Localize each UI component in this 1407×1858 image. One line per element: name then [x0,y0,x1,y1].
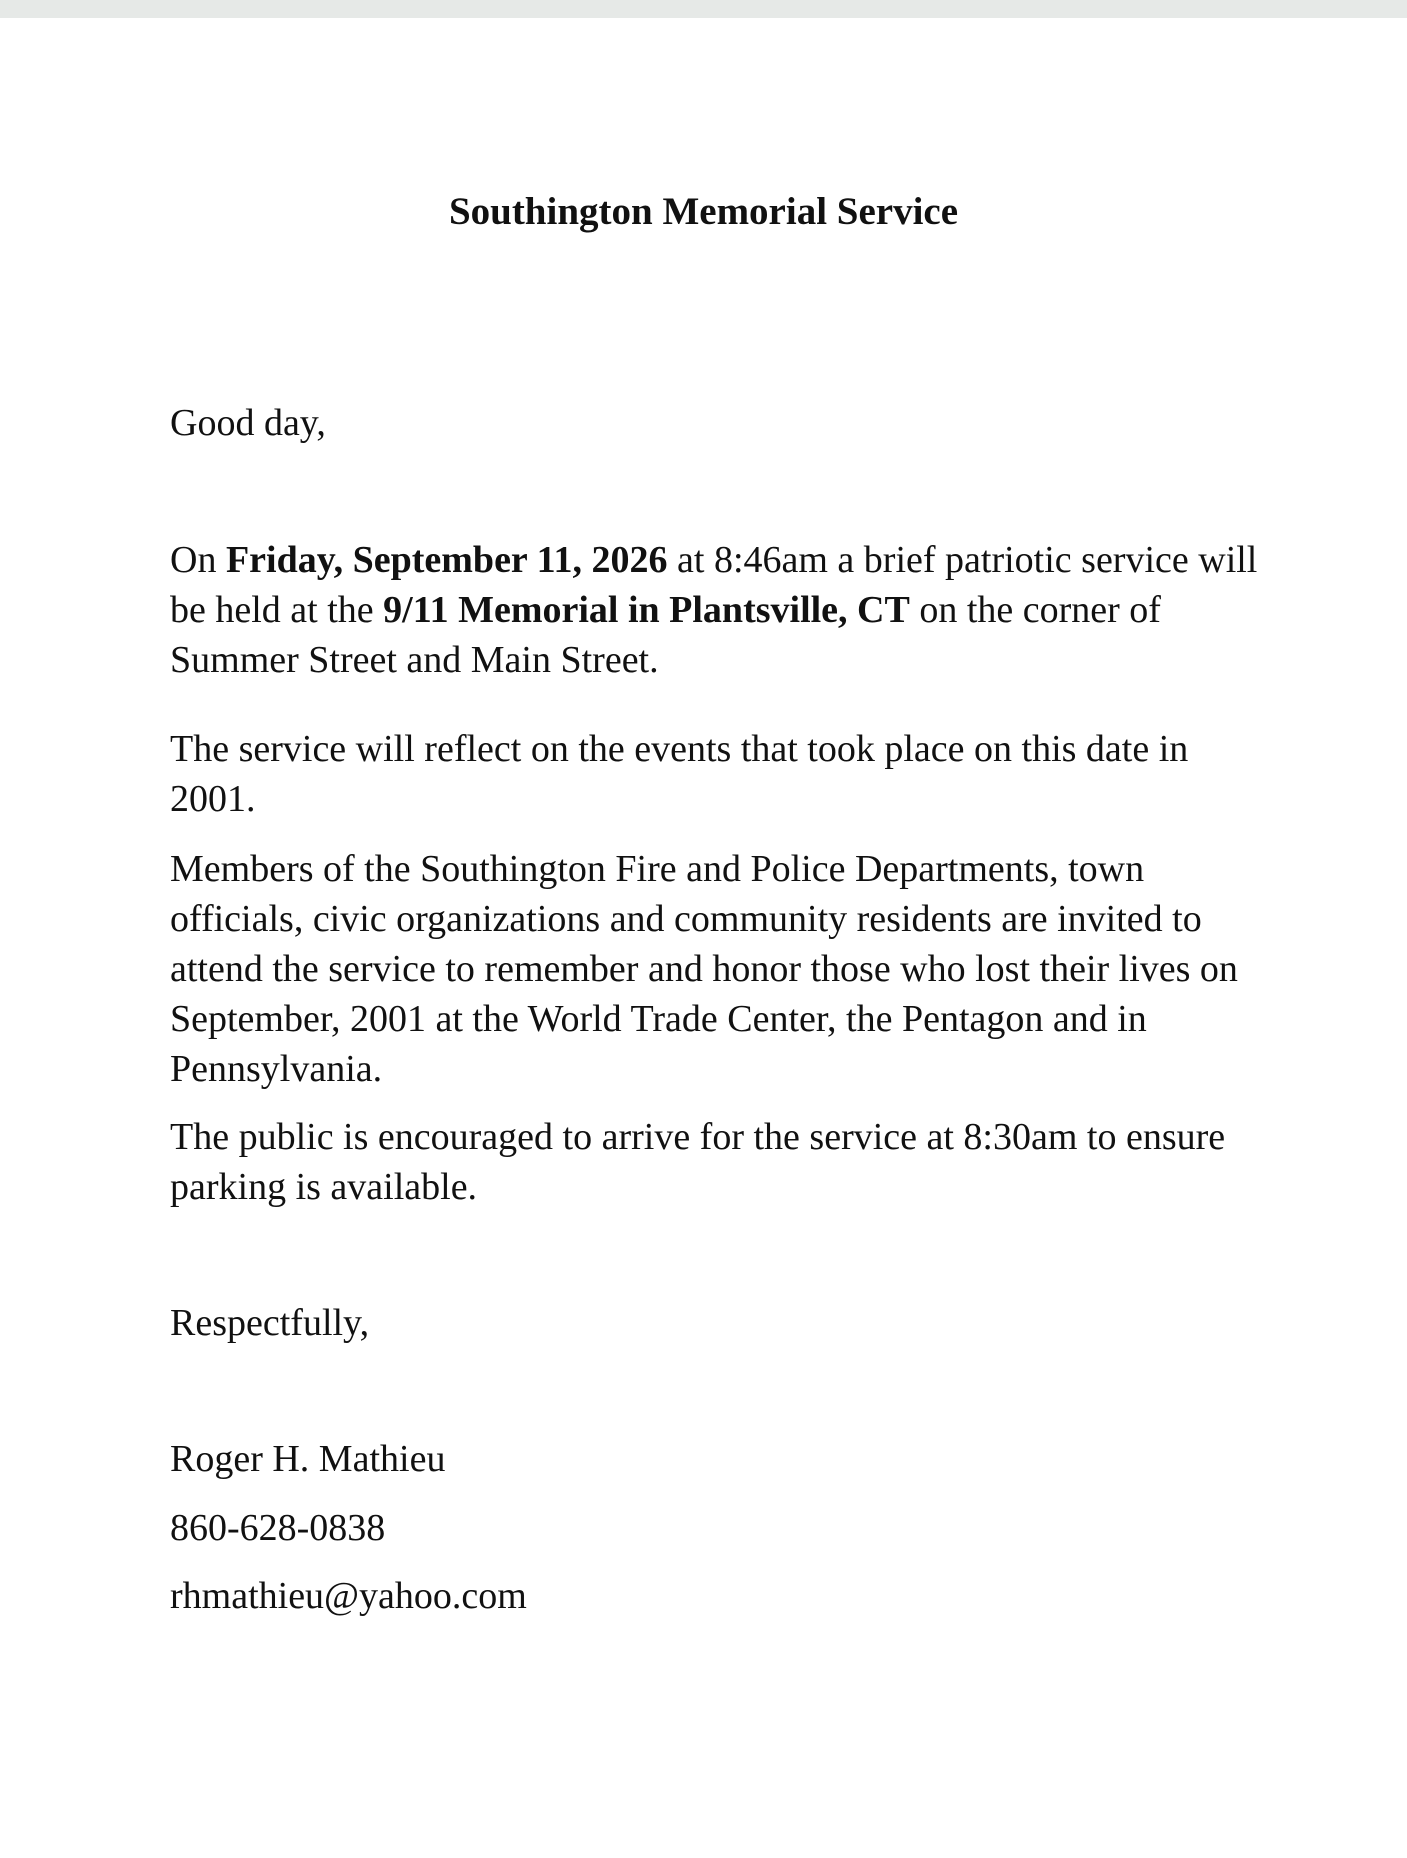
closing: Respectfully, [170,1302,370,1344]
paragraph-arrival: The public is encouraged to arrive for the service at 8:30am to ensure parking is available. [170,1116,1226,1208]
greeting: Good day, [170,402,326,444]
paragraph-text: On [170,539,226,581]
signature-name: Roger H. Mathieu [170,1438,446,1480]
paragraph-event-details [170,535,1280,685]
document-page [0,18,1407,1858]
top-bar [0,0,1407,18]
paragraph-text: on the corner of Summer Street and Main Street. [170,589,1161,681]
event-date: Friday, September 11, 2026 [225,539,668,581]
signature-phone: 860-628-0838 [170,1507,386,1549]
event-location: 9/11 Memorial in Plantsville, CT [383,589,910,631]
signature-email: rhmathieu@yahoo.com [170,1575,527,1617]
paragraph-invitation: Members of the Southington Fire and Police Departments, town officials, civic organizations and community residents are invited to attend the service to remember and honor those who lost their lives on September, 2001 at the World Trade Center, the Pentagon and in Pennsylvania. [170,848,1238,1090]
document-title: Southington Memorial Service [448,190,959,233]
paragraph-purpose: The service will reflect on the events that took place on this date in 2001. [170,728,1189,820]
paragraph-text: at 8:46am a brief patriotic service will be held at the [170,539,1258,631]
